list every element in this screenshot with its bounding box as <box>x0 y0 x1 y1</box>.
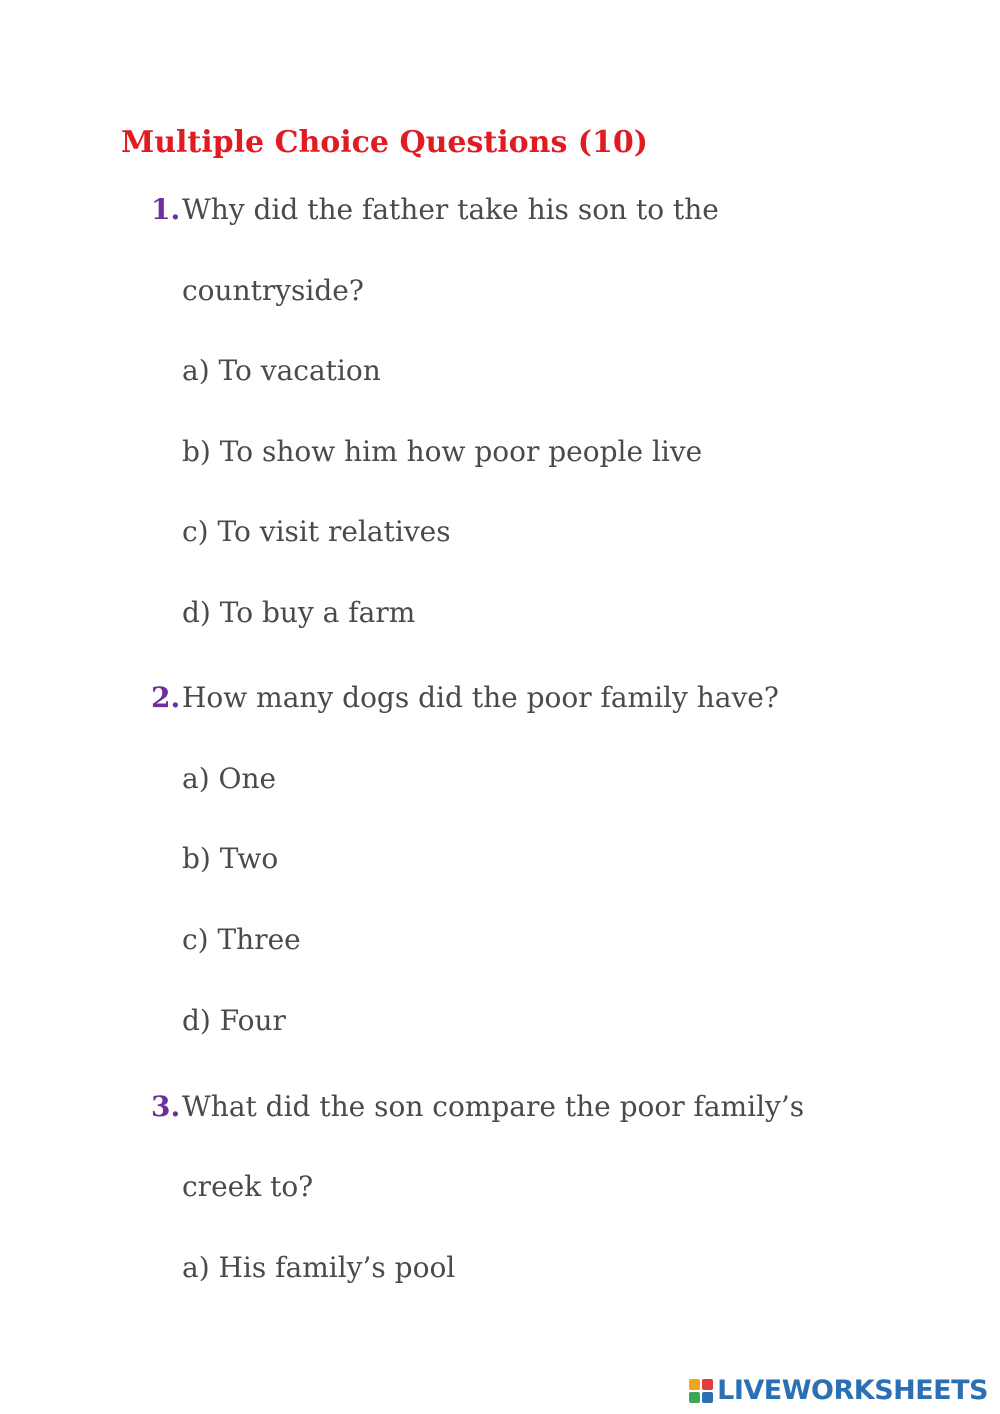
question-1-option-d: d) To buy a farm <box>182 596 416 629</box>
question-2-option-b: b) Two <box>182 842 279 875</box>
question-2-option-d: d) Four <box>182 1004 286 1037</box>
question-2-number: 2. <box>151 681 181 714</box>
liveworksheets-logo-text: LIVEWORKSHEETS <box>717 1375 988 1406</box>
question-3-number: 3. <box>151 1090 181 1123</box>
question-3-text-continued: creek to? <box>182 1170 314 1203</box>
question-1-text: Why did the father take his son to the <box>182 193 719 226</box>
liveworksheets-logo-icon <box>689 1379 713 1403</box>
question-2-option-c: c) Three <box>182 923 301 956</box>
liveworksheets-logo <box>689 1374 988 1408</box>
question-3-text: What did the son compare the poor family’s <box>182 1090 805 1123</box>
question-1-text-continued: countryside? <box>182 274 364 307</box>
question-1-option-c: c) To visit relatives <box>182 515 451 548</box>
question-1-option-a: a) To vacation <box>182 354 381 387</box>
question-3-option-a: a) His family’s pool <box>182 1251 456 1284</box>
question-1-option-b: b) To show him how poor people live <box>182 435 703 468</box>
question-1-number: 1. <box>151 193 181 226</box>
page-title: Multiple Choice Questions (10) <box>121 125 648 160</box>
question-2-option-a: a) One <box>182 762 277 795</box>
question-2-text: How many dogs did the poor family have? <box>182 681 779 714</box>
